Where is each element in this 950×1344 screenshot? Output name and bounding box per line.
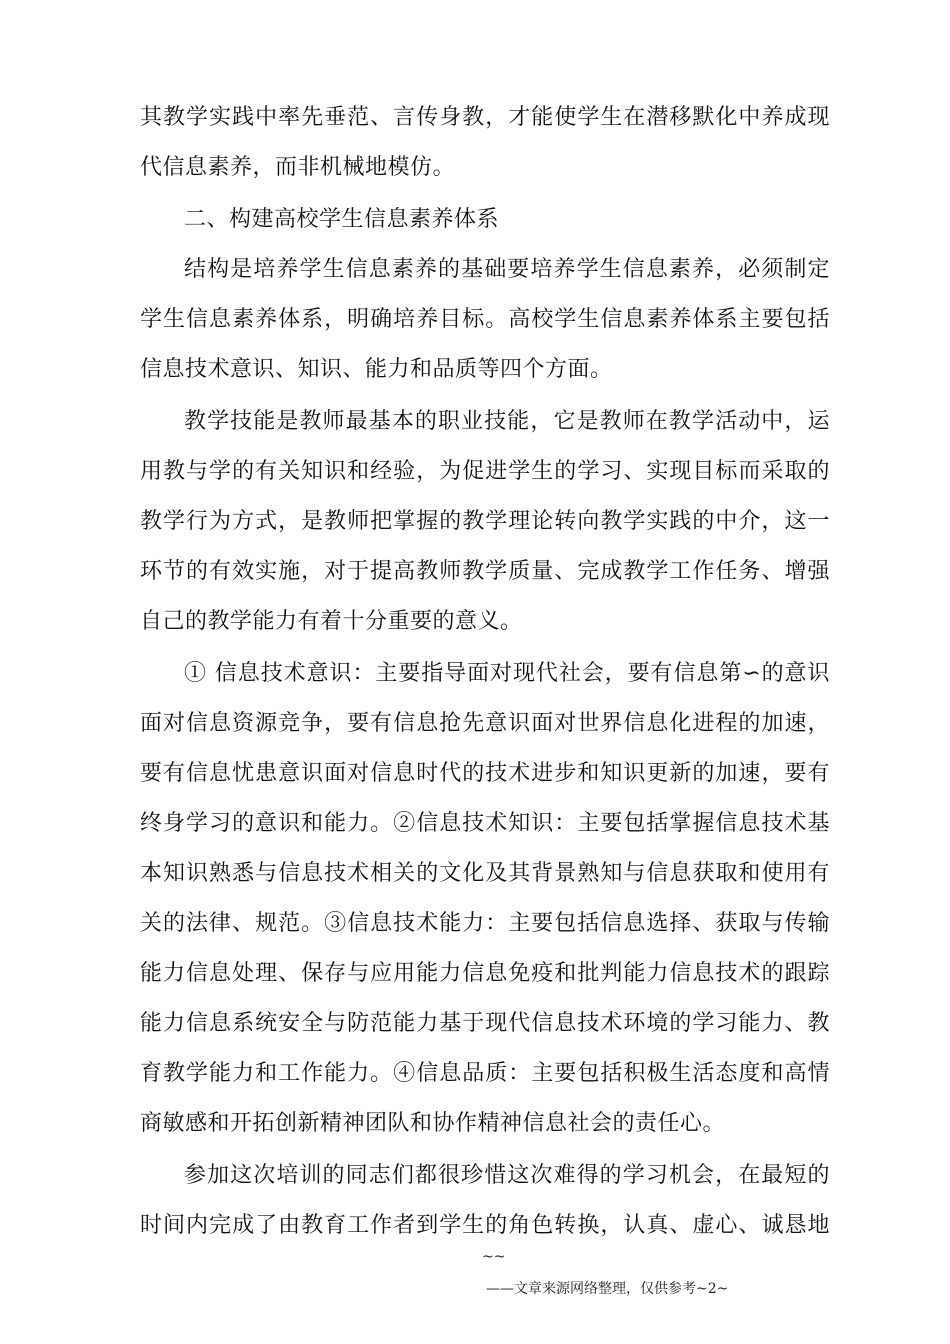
footer-mark: ~~ [482,1249,506,1265]
text-line: 终身学习的意识和能力。②信息技术知识：主要包括掌握信息技术基 [140,811,830,836]
text-line: 要有信息忧患意识面对信息时代的技术进步和知识更新的加速，要有 [140,761,830,786]
text-line: 本知识熟悉与信息技术相关的文化及其背景熟知与信息获取和使用有 [140,861,830,886]
text-line: 用教与学的有关知识和经验，为促进学生的学习、实现目标而采取的 [140,459,830,484]
text-line: 其教学实践中率先垂范、言传身教，才能使学生在潜移默化中养成现 [140,105,830,130]
text-line: 代信息素养，而非机械地模仿。 [140,155,456,180]
text-line: 能力信息系统安全与防范能力基于现代信息技术环境的学习能力、教 [140,1011,830,1036]
text-line: 时间内完成了由教育工作者到学生的角色转换，认真、虚心、诚恳地 [140,1213,830,1238]
text-line: 面对信息资源竞争，要有信息抢先意识面对世界信息化进程的加速， [140,711,830,736]
text-line: 教学行为方式，是教师把掌握的教学理论转向教学实践的中介，这一 [140,509,830,534]
text-line: ① 信息技术意识：主要指导面对现代社会，要有信息第∽的意识 [184,661,830,686]
text-line: 参加这次培训的同志们都很珍惜这次难得的学习机会，在最短的 [184,1163,830,1188]
text-line: 育教学能力和工作能力。④信息品质：主要包括积极生活态度和高情 [140,1061,830,1086]
text-line: 结构是培养学生信息素养的基础要培养学生信息素养，必须制定 [184,257,830,282]
text-line: 能力信息处理、保存与应用能力信息免疫和批判能力信息技术的跟踪 [140,961,830,986]
text-line: 商敏感和开拓创新精神团队和协作精神信息社会的责任心。 [140,1111,726,1136]
text-line: 环节的有效实施，对于提高教师教学质量、完成教学工作任务、增强 [140,559,830,584]
text-line: 教学技能是教师最基本的职业技能，它是教师在教学活动中，运 [184,409,830,434]
text-line: 关的法律、规范。③信息技术能力：主要包括信息选择、获取与传输 [140,911,830,936]
text-line: 自己的教学能力有着十分重要的意义。 [140,609,523,634]
text-line: 学生信息素养体系，明确培养目标。高校学生信息素养体系主要包括 [140,307,830,332]
footer-note: ——文章来源网络整理，仅供参考~2~ [486,1281,729,1297]
section-heading: 二、构建高校学生信息素养体系 [184,207,500,232]
text-line: 信息技术意识、知识、能力和品质等四个方面。 [140,357,613,382]
